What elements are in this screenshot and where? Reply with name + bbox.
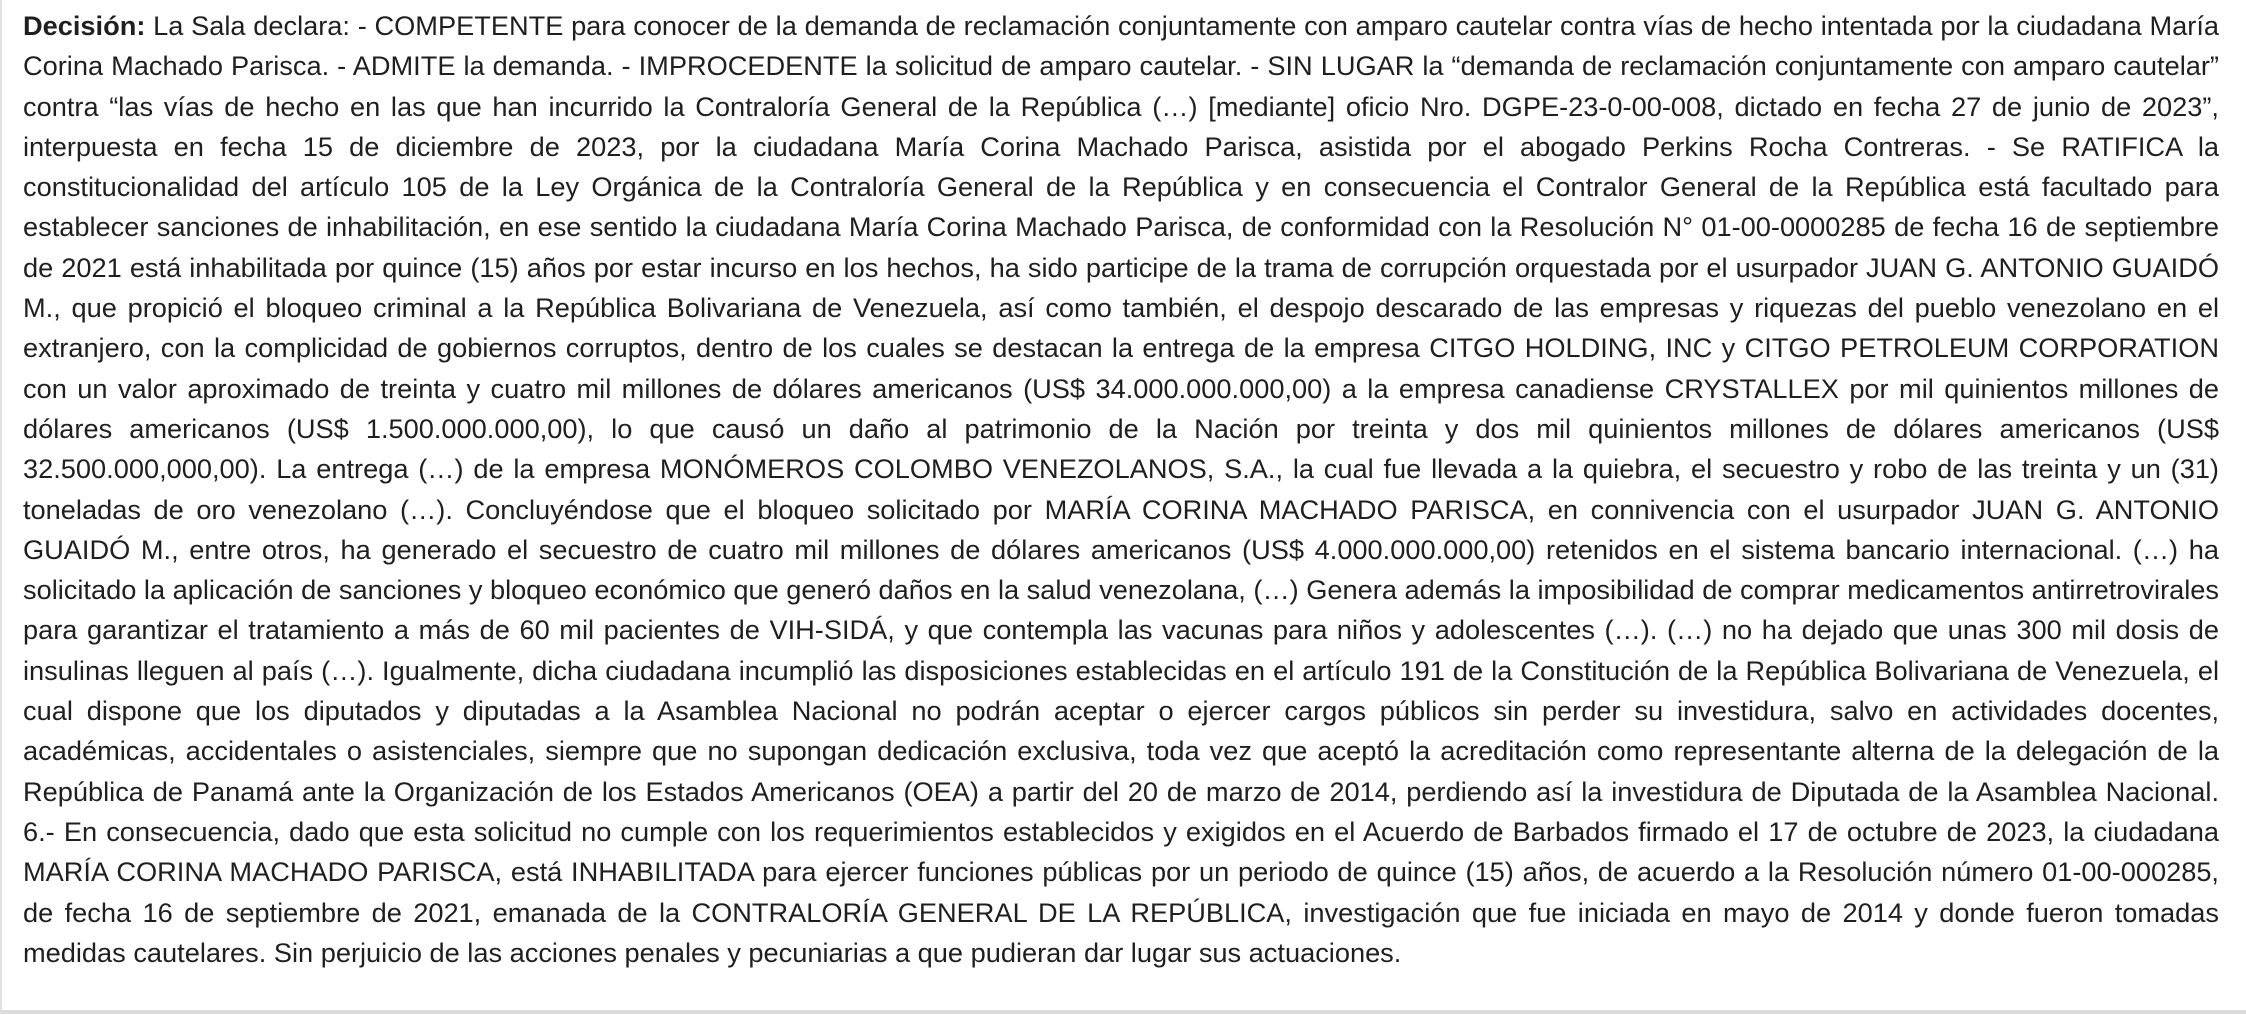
decision-label: Decisión: <box>23 10 146 41</box>
decision-text: La Sala declara: - COMPETENTE para conocer de la demanda de reclamación conjuntamente con amparo cautelar contra vías de hecho intentada por la ciudadana María Corina Machado Parisca. - ADMITE la demanda. - IMPROCEDENTE la solicitud de amparo cautelar. - SIN LUGAR la “demanda de reclamación conjuntamente con amparo cautelar” contra “las vías de hecho en las que han incurrido la Contraloría General de la República (…) [mediante] oficio Nro. DGPE-23-0-00-008, dictado en fecha 27 de junio de 2023”, interpuesta en fecha 15 de diciembre de 2023, por la ciudadana María Corina Machado Parisca, asistida por el abogado Perkins Rocha Contreras. - Se RATIFICA la constitucionalidad del artículo 105 de la Ley Orgánica de la Contraloría General de la República y en consecuencia el Contralor General de la República está facultado para establecer sanciones de inhabilitación, en ese sentido la ciudadana María Corina Machado Parisca, de conformidad con la Resolución N° 01-00-0000285 de fecha 16 de septiembre de 2021 está inhabilitada por quince (15) años por estar incurso en los hechos, ha sido participe de la trama de corrupción orquestada por el usurpador JUAN G. ANTONIO GUAIDÓ M., que propició el bloqueo criminal a la República Bolivariana de Venezuela, así como también, el despojo descarado de las empresas y riquezas del pueblo venezolano en el extranjero, con la complicidad de gobiernos corruptos, dentro de los cuales se destacan la entrega de la empresa CITGO HOLDING, INC y CITGO PETROLEUM CORPORATION con un valor aproximado de treinta y cuatro mil millones de dólares americanos (US$ 34.000.000.000,00) a la empresa canadiense CRYSTALLEX por mil quinientos millones de dólares americanos (US$ 1.500.000.000,00), lo que causó un daño al patrimonio de la Nación por treinta y dos mil quinientos millones de dólares americanos (US$ 32.500.000,000,00). La entrega (…) de la empresa MONÓMEROS COLOMBO VENEZOLANOS, S.A., la cual fue llevada a la quiebra, el secuestro y robo de las treinta y un (31) toneladas de oro venezolano (…). Concluyéndose que el bloqueo solicitado por MARÍA CORINA MACHADO PARISCA, en connivencia con el usurpador JUAN G. ANTONIO GUAIDÓ M., entre otros, ha generado el secuestro de cuatro mil millones de dólares americanos (US$ 4.000.000.000,00) retenidos en el sistema bancario internacional. (…) ha solicitado la aplicación de sanciones y bloqueo económico que generó daños en la salud venezolana, (…) Genera además la imposibilidad de comprar medicamentos antirretrovirales para garantizar el tratamiento a más de 60 mil pacientes de VIH-SIDÁ, y que contempla las vacunas para niños y adolescentes (…). (…) no ha dejado que unas 300 mil dosis de insulinas lleguen al país (…). Igualmente, dicha ciudadana incumplió las disposiciones establecidas en el artículo 191 de la Constitución de la República Bolivariana de Venezuela, el cual dispone que los diputados y diputadas a la Asamblea Nacional no podrán aceptar o ejercer cargos públicos sin perder su investidura, salvo en actividades docentes, académicas, accidentales o asistenciales, siempre que no supongan dedicación exclusiva, toda vez que aceptó la acreditación como representante alterna de la delegación de la República de Panamá ante la Organización de los Estados Americanos (OEA) a partir del 20 de marzo de 2014, perdiendo así la investidura de Diputada de la Asamblea Nacional. 6.- En consecuencia, dado que esta solicitud no cumple con los requerimientos establecidos y exigidos en el Acuerdo de Barbados firmado el 17 de octubre de 2023, la ciudadana MARÍA CORINA MACHADO PARISCA, está INHABILITADA para ejercer funciones públicas por un periodo de quince (15) años, de acuerdo a la Resolución número 01-00-000285, de fecha 16 de septiembre de 2021, emanada de la CONTRALORÍA GENERAL DE LA REPÚBLICA, investigación que fue iniciada en mayo de 2014 y donde fueron tomadas medidas cautelares. Sin perjuicio de las acciones penales y pecuniarias a que pudieran dar lugar sus actuaciones. <box>23 10 2219 968</box>
decision-paragraph <box>23 6 2219 973</box>
